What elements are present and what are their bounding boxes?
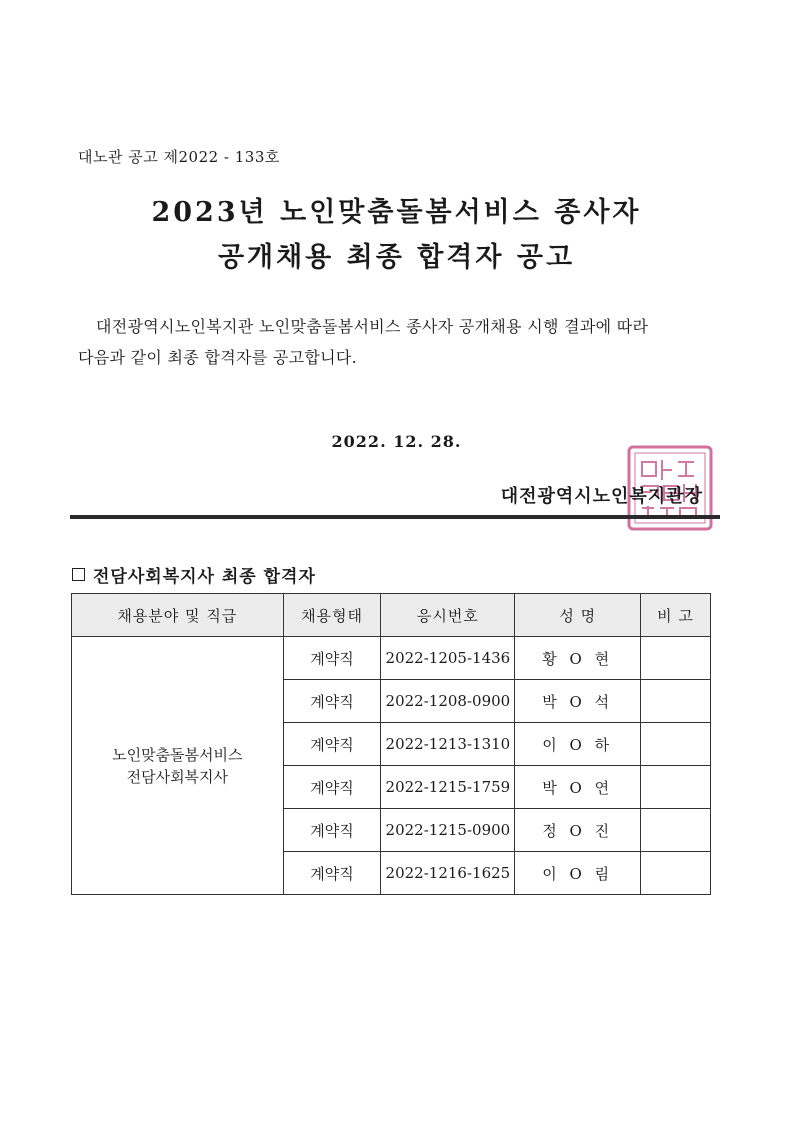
title-line-1: 2023년 노인맞춤돌봄서비스 종사자 xyxy=(151,197,642,228)
notice-number: 대노관 공고 제2022 - 133호 xyxy=(78,148,280,166)
name-cell: 이 O 하 xyxy=(515,723,641,766)
note-cell xyxy=(641,852,711,895)
name-cell: 박 O 석 xyxy=(515,680,641,723)
checkbox-icon xyxy=(72,568,85,581)
header-type: 채용형태 xyxy=(283,594,381,637)
number-cell: 2022-1215-1759 xyxy=(381,766,515,809)
header-number: 응시번호 xyxy=(381,594,515,637)
header-note: 비 고 xyxy=(641,594,711,637)
name-cell: 정 O 진 xyxy=(515,809,641,852)
note-cell xyxy=(641,680,711,723)
number-cell: 2022-1208-0900 xyxy=(381,680,515,723)
note-cell xyxy=(641,637,711,680)
divider-rule xyxy=(70,515,720,519)
number-cell: 2022-1215-0900 xyxy=(381,809,515,852)
type-cell: 계약직 xyxy=(283,723,381,766)
notice-date: 2022. 12. 28. xyxy=(331,432,462,451)
number-cell: 2022-1213-1310 xyxy=(381,723,515,766)
header-name: 성 명 xyxy=(515,594,641,637)
section-title xyxy=(72,562,316,587)
type-cell: 계약직 xyxy=(283,852,381,895)
note-cell xyxy=(641,766,711,809)
section-title-text: 전담사회복지사 최종 합격자 xyxy=(93,567,316,587)
name-cell: 박 O 연 xyxy=(515,766,641,809)
number-cell: 2022-1216-1625 xyxy=(381,852,515,895)
type-cell: 계약직 xyxy=(283,680,381,723)
type-cell: 계약직 xyxy=(283,637,381,680)
name-cell: 이 O 림 xyxy=(515,852,641,895)
number-cell: 2022-1205-1436 xyxy=(381,637,515,680)
body-text-line-1: 대전광역시노인복지관 노인맞춤돌봄서비스 종사자 공개채용 시행 결과에 따라 xyxy=(96,317,649,336)
title-line-2: 공개채용 최종 합격자 공고 xyxy=(217,242,576,273)
field-line-2: 전담사회복지사 xyxy=(126,767,229,786)
note-cell xyxy=(641,723,711,766)
table-row xyxy=(72,637,711,680)
name-cell: 황 O 현 xyxy=(515,637,641,680)
results-table xyxy=(71,593,711,895)
type-cell: 계약직 xyxy=(283,766,381,809)
header-field: 채용분야 및 직급 xyxy=(72,594,284,637)
field-line-1: 노인맞춤돌봄서비스 xyxy=(112,745,243,764)
note-cell xyxy=(641,809,711,852)
table-header-row xyxy=(72,594,711,637)
issuer-name: 대전광역시노인복지관장 xyxy=(500,486,703,507)
body-text-line-2: 다음과 같이 최종 합격자를 공고합니다. xyxy=(78,348,358,367)
type-cell: 계약직 xyxy=(283,809,381,852)
field-cell xyxy=(72,637,284,895)
